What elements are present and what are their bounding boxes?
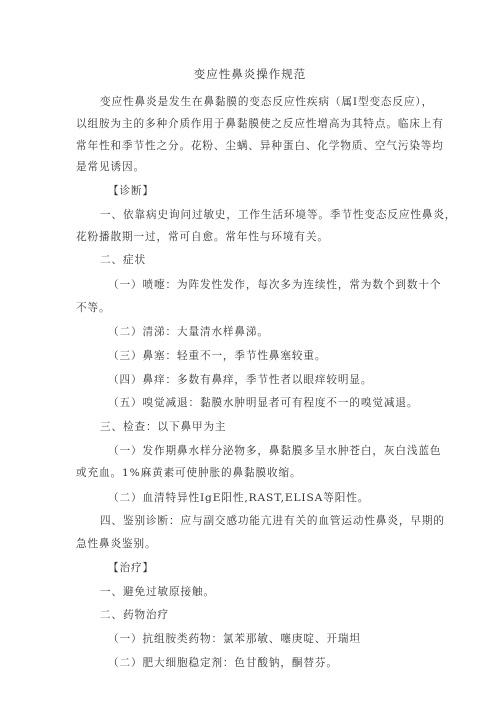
- document-title: 变应性鼻炎操作规范: [193, 67, 307, 81]
- paragraph-line: 常年性和季节性之分。花粉、尘螨、异种蛋白、化学物质、空气污染等均: [76, 140, 444, 152]
- list-item: （一）抗组胺类药物：氯苯那敏、噻庚啶、开瑞坦: [108, 633, 361, 645]
- subsection-heading: 二、药物治疗: [100, 609, 169, 621]
- paragraph-line: 变应性鼻炎是发生在鼻黏膜的变态反应性疾病（属Ⅰ型变态反应），: [100, 96, 434, 108]
- list-item-continued: 或充血。1%麻黄素可使肿胀的鼻黏膜收缩。: [76, 467, 302, 479]
- list-item: （二）血清特异性IgE阳性,RAST,ELISA等阳性。: [108, 492, 370, 504]
- list-item: （三）鼻塞：轻重不一，季节性鼻塞较重。: [108, 350, 327, 362]
- list-item-continued: 不等。: [76, 302, 111, 314]
- section-heading-treatment: 【治疗】: [108, 562, 154, 574]
- list-item: （一）发作期鼻水样分泌物多，鼻黏膜多呈水肿苍白，灰白浅蓝色: [108, 445, 442, 457]
- list-item: （四）鼻痒：多数有鼻痒，季节性者以眼痒较明显。: [108, 374, 373, 386]
- paragraph-line: 花粉播散期一过，常可自愈。常年性与环境有关。: [76, 231, 329, 243]
- paragraph-line: 以组胺为主的多种介质作用于鼻黏膜使之反应性增高为其特点。临床上有: [76, 118, 444, 130]
- paragraph-line: 四、鉴别诊断：应与副交感功能亢进有关的血管运动性鼻炎，早期的: [100, 515, 445, 527]
- subsection-heading: 二、症状: [100, 254, 146, 266]
- section-heading-diagnosis: 【诊断】: [108, 185, 154, 197]
- list-item: （二）清涕：大量清水样鼻涕。: [108, 326, 269, 338]
- list-item: （五）嗅觉减退：黏膜水肿明显者可有程度不一的嗅觉减退。: [108, 397, 419, 409]
- paragraph-line: 是常见诱因。: [76, 161, 145, 173]
- subsection-heading: 三、检查：以下鼻甲为主: [100, 421, 227, 433]
- list-item: （二）肥大细胞稳定剂：色甘酸钠，酮替芬。: [108, 657, 338, 669]
- paragraph-line: 急性鼻炎鉴别。: [76, 538, 157, 550]
- list-item: （一）喷嚏：为阵发性发作，每次多为连续性，常为数个到数十个: [108, 279, 442, 291]
- paragraph-line: 一、依靠病史询问过敏史，工作生活环境等。季节性变态反应性鼻炎，: [100, 209, 457, 221]
- paragraph-line: 一、避免过敏原接触。: [100, 586, 215, 598]
